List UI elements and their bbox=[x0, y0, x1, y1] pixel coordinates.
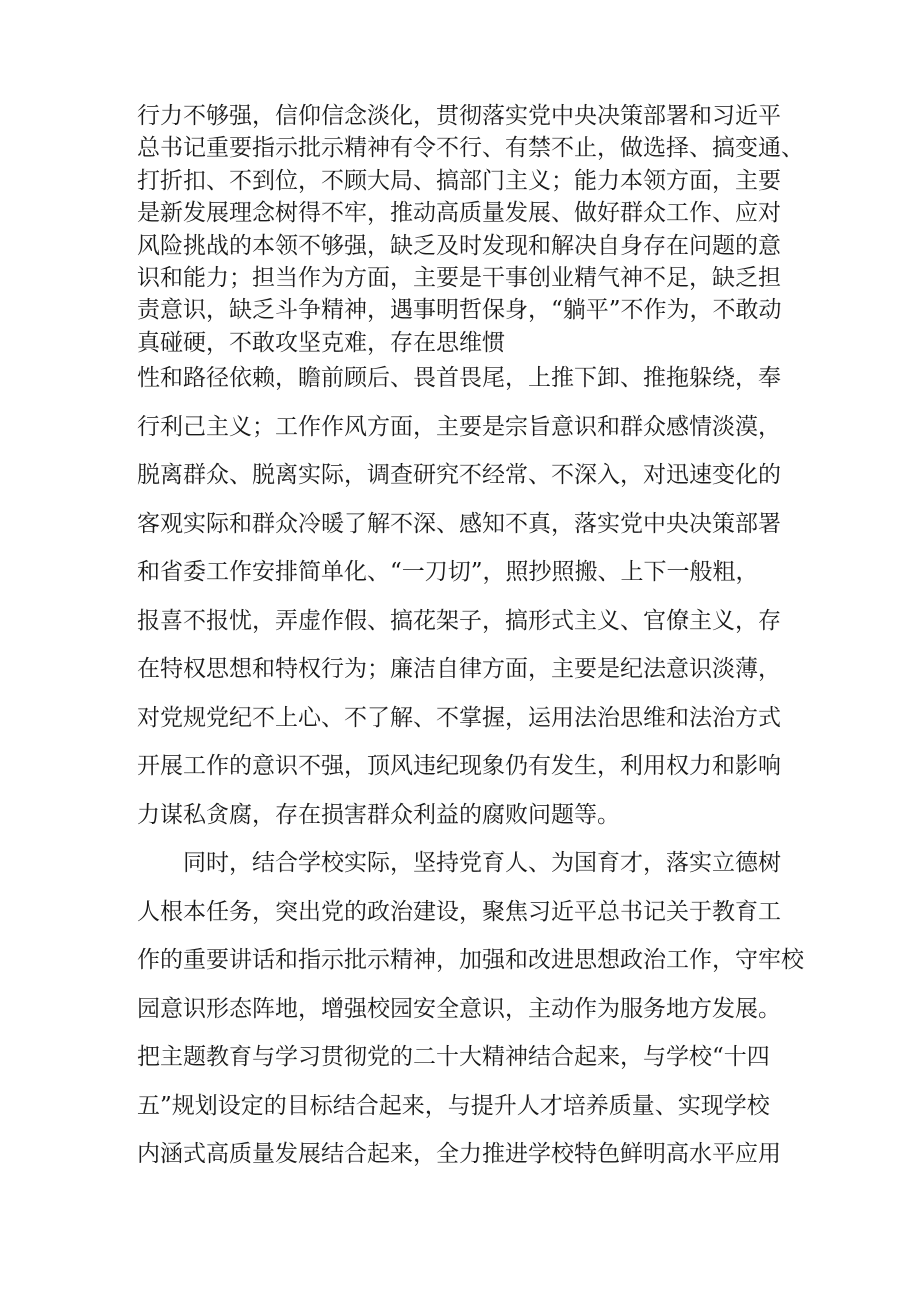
text-line: 园意识形态阵地，增强校园安全意识，主动作为服务地方发展。 bbox=[137, 995, 781, 1022]
text-line: 脱离群众、脱离实际，调查研究不经常、不深入，对迅速变化的 bbox=[137, 462, 781, 488]
text-line: 打折扣、不到位，不顾大局、搞部门主义；能力本领方面，主要 bbox=[137, 167, 781, 194]
text-block-upper bbox=[137, 100, 804, 359]
text-line: 客观实际和群众冷暖了解不深、感知不真，落实党中央决策部署 bbox=[137, 510, 781, 537]
text-line: 作的重要讲话和指示批示精神，加强和改进思想政治工作，守牢校 bbox=[137, 947, 804, 973]
text-line: 人根本任务，突出党的政治建设，聚焦习近平总书记关于教育工 bbox=[137, 898, 781, 925]
text-line: 真碰硬，不敢攻坚克难，存在思维惯 bbox=[137, 329, 505, 356]
text-line: 性和路径依赖，瞻前顾后、畏首畏尾，上推下卸、推拖躲绕，奉 bbox=[137, 365, 781, 391]
text-line: 开展工作的意识不强，顶风违纪现象仍有发生，利用权力和影响 bbox=[137, 753, 781, 779]
text-line: 是新发展理念树得不牢，推动高质量发展、做好群众工作、应对 bbox=[137, 200, 781, 227]
text-line: 和省委工作安排简单化、“一刀切”，照抄照搬、上下一般粗， bbox=[137, 559, 759, 585]
text-line: 总书记重要指示批示精神有令不行、有禁不止，做选择、搞变通、 bbox=[137, 135, 804, 162]
text-line: 识和能力；担当作为方面，主要是干事创业精气神不足，缺乏担 bbox=[137, 265, 781, 292]
text-line: 力谋私贪腐，存在损害群众利益的腐败问题等。 bbox=[137, 801, 620, 828]
text-line: 报喜不报忧，弄虚作假、搞花架子，搞形式主义、官僚主义，存 bbox=[137, 607, 781, 634]
text-line: 对党规党纪不上心、不了解、不掌握，运用法治思维和法治方式 bbox=[137, 704, 781, 731]
text-line: 行力不够强，信仰信念淡化，贯彻落实党中央决策部署和习近平 bbox=[137, 103, 781, 129]
text-line: 责意识，缺乏斗争精神，遇事明哲保身，“躺平”不作为，不敢动 bbox=[137, 297, 782, 324]
paragraph-start-line: 同时，结合学校实际，坚持党育人、为国育才，落实立德树 bbox=[137, 850, 781, 876]
text-line: 在特权思想和特权行为；廉洁自律方面，主要是纪法意识淡薄， bbox=[137, 656, 781, 682]
text-line: 风险挑战的本领不够强，缺乏及时发现和解决自身存在问题的意 bbox=[137, 232, 781, 259]
text-line: 把主题教育与学习贯彻党的二十大精神结合起来，与学校“十四 bbox=[137, 1044, 770, 1070]
text-line: 五”规划设定的目标结合起来，与提升人才培养质量、实现学校 bbox=[137, 1092, 770, 1119]
text-line: 内涵式高质量发展结合起来，全力推进学校特色鲜明高水平应用 bbox=[137, 1141, 781, 1167]
text-block-lower bbox=[137, 354, 804, 1179]
text-line: 行利己主义；工作作风方面，主要是宗旨意识和群众感情淡漠， bbox=[137, 413, 781, 440]
